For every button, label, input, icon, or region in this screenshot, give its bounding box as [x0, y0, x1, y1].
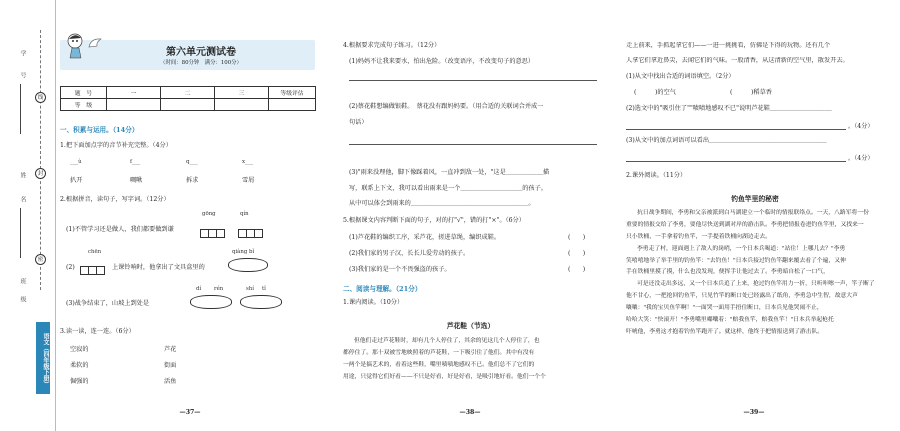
- pinyin-blank[interactable]: ___ù: [70, 159, 82, 165]
- question-4-3-cont: 写，联系上下文，我可以看出雨来是一个＿＿＿＿＿＿＿＿＿＿的孩子。: [349, 185, 547, 192]
- answer-line[interactable]: [349, 144, 597, 145]
- label-ban: 班: [19, 278, 26, 284]
- question-3: 3.读一读，连一连。（6分）: [60, 328, 135, 335]
- pinyin-hint: qiàng bǐ: [232, 249, 255, 255]
- passage-line: 但他们走过芦花鞋时，却有几个人停住了，其余的见这几个人停住了，也: [354, 338, 540, 344]
- question-4-3: (3)"雨来没理他，脚下像踩着风，一直冲到敌一处，"这是＿＿＿＿＿＿描: [349, 169, 550, 176]
- question-4-2: (2)蔡花鞋想编做银鞋。 蔡花没有跟妈妈要。（用合适的关联词合并成一: [349, 103, 544, 110]
- sub-question-1: (1)从文中找出合适的词语填空。（2分）: [626, 73, 735, 80]
- sub-question-2: (2)选文中的"吸引住了""啧啧地感叹不已"说明芦花鞋＿＿＿＿＿＿＿＿＿＿: [626, 105, 832, 112]
- word-item: 雪屑: [242, 177, 255, 184]
- judge-paren[interactable]: ( ): [568, 266, 586, 273]
- grade-cell[interactable]: [215, 99, 269, 111]
- question-4: 4.根据要求完成句子练习。（12分）: [343, 42, 441, 49]
- passage-line: 他不甘心，一把抢回钓鱼竿，只见竹竿的断口处已经露出了纸角，李勇急中生智，故意大声: [626, 293, 858, 300]
- char-boxes[interactable]: [80, 260, 104, 279]
- question-5: 5.根据课文内容判断下面的句子，对的打"√"，错的打"×"。（6分）: [343, 217, 525, 224]
- page-number: —37—: [179, 409, 201, 416]
- score-note: 。（4分）: [848, 123, 874, 130]
- pinyin-blank[interactable]: f___: [130, 159, 141, 165]
- table-cell: 等级评估: [269, 87, 316, 99]
- page-number: —39—: [743, 409, 765, 416]
- judge-item: (2)我们家的男子汉，长长儿爱劳动的孩子。: [349, 250, 470, 257]
- section-heading-2: 二、阅读与理解。（21分）: [343, 285, 422, 293]
- sentence-2-3: (3)战争结束了，山坡上到处是: [66, 300, 150, 307]
- pinyin-hint: chēn: [88, 249, 102, 255]
- sub-question-3: (3)从文中的加点词语可以看出＿＿＿＿＿＿＿＿＿＿＿＿＿＿＿＿＿＿＿: [626, 137, 827, 144]
- table-cell: 等 级: [61, 99, 107, 111]
- grade-cell[interactable]: [269, 99, 316, 111]
- fill-blank[interactable]: ( )的空气: [634, 89, 676, 96]
- cut-line: [40, 30, 41, 290]
- cloud-answer-box[interactable]: [240, 295, 282, 309]
- label-hao: 号: [19, 72, 26, 78]
- passage-line: 只小铁桶，一手拿着钓鱼竿，一手提着铁桶向湖边走去。: [626, 233, 771, 240]
- score-table-header: [61, 87, 316, 99]
- match-right[interactable]: 街面: [164, 362, 177, 369]
- passage-line: 重要的情报交给了李勇，要他尽快送到湖对岸的游击队。李勇把情报卷进钓鱼竿里，又找来一: [626, 221, 864, 228]
- judge-paren[interactable]: ( ): [568, 234, 586, 241]
- score-table: [60, 86, 316, 111]
- pinyin-hint: rén: [214, 286, 224, 292]
- judge-paren[interactable]: ( ): [568, 250, 586, 257]
- passage-body: [626, 208, 884, 339]
- subject-tab: 语文（四年级下册）: [36, 322, 50, 394]
- reading-2: 2.课外阅读。（11分）: [626, 172, 687, 179]
- name-line: [20, 208, 21, 258]
- sentence-2-1: (1)不管学习还是做人，我们都要做到谦: [66, 226, 174, 233]
- passage-line: 都停住了。那十双被雪地映照着的芦花鞋，一下吸引住了他们。其中有没有: [343, 349, 535, 356]
- passage-line: 可是还没走出多远，又一个日本兵追了上来，抢过钓鱼竿用力一折，只听咔嚓一声，竿子断了: [637, 281, 875, 288]
- grade-cell[interactable]: [161, 99, 215, 111]
- page-title: 第六单元测试卷: [166, 47, 236, 58]
- passage-line: 手在铁桶里摸了摸，什么也没发现，便挥手让他过去了。李勇暗自松了一口气，: [626, 269, 829, 276]
- cartoon-mascot-icon: [66, 32, 86, 60]
- passage-line: 抗日战争期间，李勇和父亲被派到白马湖建立一个临时的情报联络点。一天，八路军将一份: [637, 210, 869, 216]
- score-table-row: [61, 99, 316, 111]
- passage-title: 钓鱼竿里的秘密: [731, 195, 779, 203]
- reading-1: 1.课内阅读。（10分）: [343, 299, 404, 306]
- passage-cont-line: 走上前来，手抓起拿它们——一进一挑挑看，仿佛是下得的玩物。还有几个: [626, 42, 831, 49]
- match-left[interactable]: 空寂的: [70, 346, 89, 353]
- pinyin-hint: gōng: [202, 211, 216, 217]
- table-cell: 二: [161, 87, 215, 99]
- passage-line: 一两个是搞艺术的，看着这些鞋，嘴里啧啧地感叹不已。他们总不了它们的: [343, 361, 535, 368]
- wing-icon: [88, 34, 102, 46]
- pinyin-hint: qín: [240, 211, 249, 217]
- label-ji: 级: [19, 296, 26, 302]
- word-item: 扒开: [70, 177, 83, 184]
- pinyin-hint: tǐ: [262, 286, 266, 292]
- pinyin-hint: shí: [246, 286, 254, 292]
- pinyin-hint: dí: [196, 286, 202, 292]
- passage-line: 李勇走了村，迎面遇上了敌人的岗哨，一个日本兵喝道："站住！上哪儿去？"李勇: [637, 245, 846, 252]
- sentence-2-2-prefix: (2): [66, 264, 75, 271]
- table-cell: 三: [215, 87, 269, 99]
- match-left[interactable]: 倔强的: [70, 378, 89, 385]
- student-number-line: [20, 84, 21, 134]
- match-right[interactable]: 芦花: [164, 346, 177, 353]
- page-number: —38—: [459, 409, 481, 416]
- grade-cell[interactable]: [107, 99, 161, 111]
- page-subtitle: （时间：80分钟 满分：100分）: [160, 60, 242, 66]
- passage-line: 哈哈大笑："快滚开！"李勇嘴里嘟囔着："赔我鱼竿，赔我鱼竿！"日本兵举起枪托: [626, 316, 834, 323]
- score-note: 。（4分）: [848, 155, 874, 162]
- passage-line: 嚷嚷："我的宝贝鱼竿啊！"一面哭一面用手捂住断口，日本兵见他哭闹不止，: [626, 305, 823, 311]
- passage-cont-line: 人拿它们拿近鼻尖，去闻它们的气味。一股清香，从这清新的空气里，散发开去。: [626, 57, 849, 64]
- judge-item: (1)芦花鞋的编织工序，采芦花，搓进草绳，编织成鞋。: [349, 234, 501, 241]
- word-item: 啁啾: [130, 177, 143, 184]
- match-left[interactable]: 柔软的: [70, 362, 89, 369]
- answer-line[interactable]: [626, 129, 846, 130]
- passage-title: 芦花鞋（节选）: [446, 322, 495, 330]
- seal-mark-xian: 线: [35, 92, 46, 103]
- seal-mark-feng: 封: [35, 168, 46, 179]
- label-xing: 姓: [19, 172, 26, 178]
- passage-line: 用途，只觉得它们好看——不只是好看，好是好看，是吸引地好看。他们一个个: [343, 373, 546, 380]
- question-4-2-cont: 句话）: [349, 119, 368, 126]
- question-4-1: (1)妈妈不让我来要水，怕出危险。（改变语序，不改变句子的意思）: [349, 58, 535, 65]
- judge-item: (3)我们家的是一个不畏强盗的孩子。: [349, 266, 451, 273]
- passage-body: [343, 336, 598, 384]
- match-right[interactable]: 活鱼: [164, 378, 177, 385]
- char-boxes[interactable]: [238, 223, 262, 242]
- seal-mark-mi: 密: [35, 254, 46, 265]
- sentence-2-2: 上课铃响时，他拿出了文具盒里的: [112, 264, 205, 271]
- word-item: 拆求: [186, 177, 199, 184]
- answer-line[interactable]: [349, 80, 597, 81]
- answer-line[interactable]: [626, 161, 846, 162]
- binding-margin: [0, 0, 56, 431]
- table-cell: 一: [107, 87, 161, 99]
- table-cell: 题 号: [61, 87, 107, 99]
- label-ming: 名: [19, 196, 26, 202]
- cloud-answer-box[interactable]: [190, 295, 232, 309]
- pinyin-blank[interactable]: q___: [186, 159, 198, 165]
- passage-line: 笑嘻嘻地举了举手里的钓鱼竿："去钓鱼！"日本兵接过钓鱼竿翻来覆去看了个遍，又伸: [626, 257, 846, 264]
- char-boxes[interactable]: [200, 223, 224, 242]
- cloud-answer-box[interactable]: [228, 258, 268, 272]
- fill-blank[interactable]: ( )稻草香: [730, 89, 772, 96]
- passage-line: 吓唬他，李勇这才抱着钓鱼竿跑开了。就这样，他终于把情报送到了游击队。: [626, 328, 824, 335]
- pinyin-blank[interactable]: x___: [242, 159, 254, 165]
- question-2: 2.根据拼音，读句子，写字词。（12分）: [60, 196, 170, 203]
- question-1: 1.把下面加点字的音节补充完整。（4分）: [60, 142, 172, 149]
- question-4-3-cont: 从中可以体会到雨来的＿＿＿＿＿＿＿＿＿＿＿＿＿＿＿＿＿＿＿。: [349, 200, 535, 207]
- section-heading-1: 一、积累与运用。（14分）: [60, 126, 139, 134]
- label-xue: 学: [19, 50, 26, 56]
